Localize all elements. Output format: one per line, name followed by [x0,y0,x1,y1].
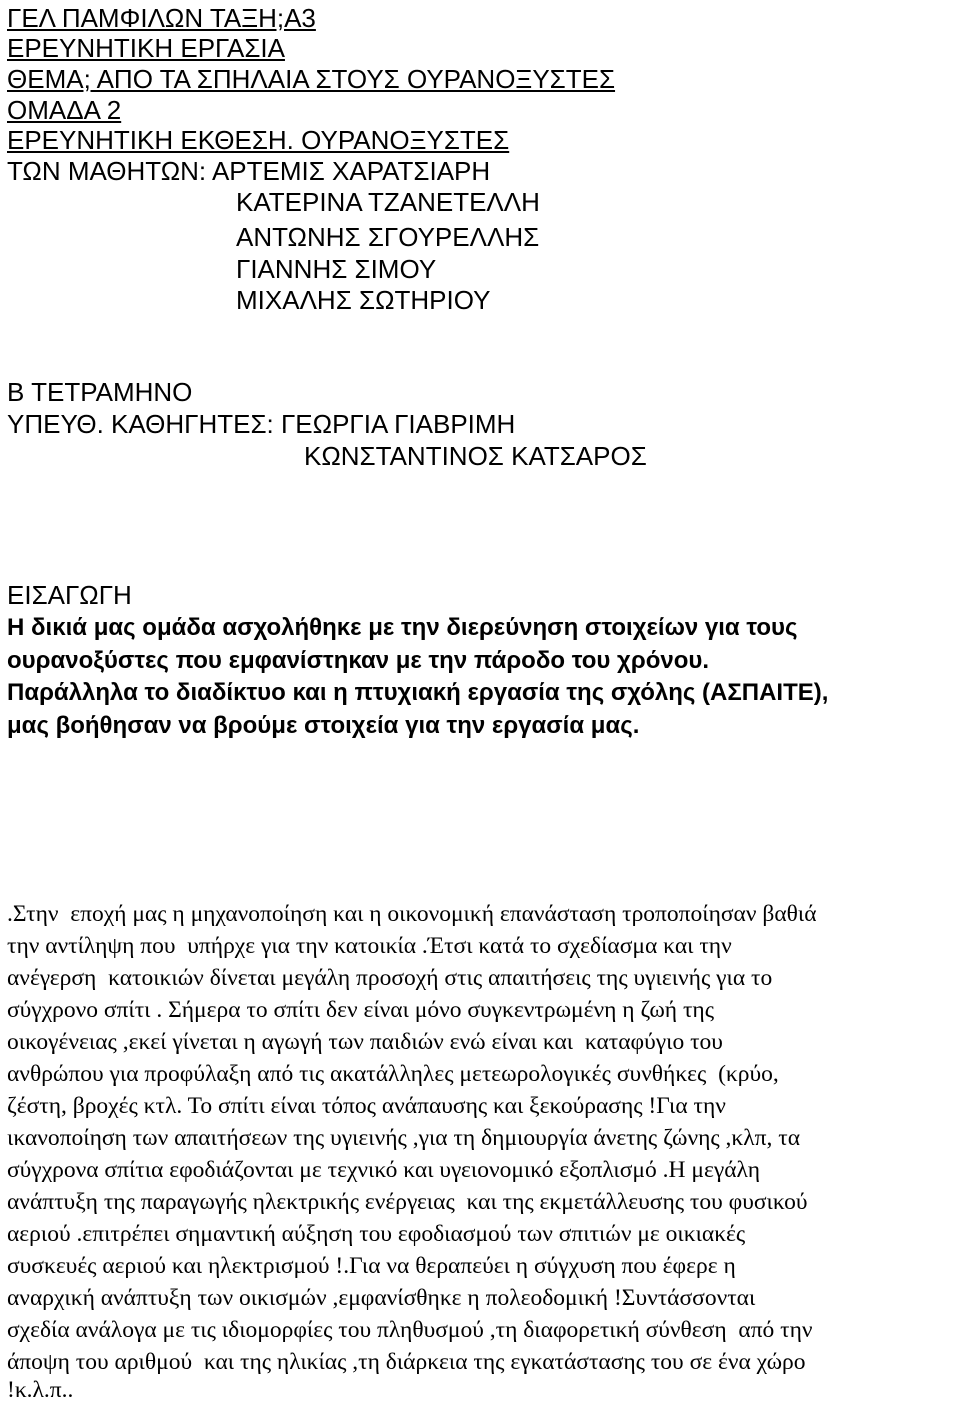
intro-line: Παράλληλα το διαδίκτυο και η πτυχιακή εργασία της σχόλης (ΑΣΠΑΙΤΕ), [7,679,829,706]
body-line: ζέστη, βροχές κτλ. Το σπίτι είναι τόπος ανάπαυσης και ξεκούρασης !Για την [7,1093,726,1119]
section-heading: ΕΙΣΑΓΩΓΗ [7,580,132,610]
body-line: .Στην εποχή μας η μηχανοποίηση και η οικονομική επανάσταση τροποποίησαν βαθιά [7,901,817,927]
body-line: σύγχρονα σπίτια εφοδιάζονται με τεχνικό και υγειονομικό εξοπλισμό .Η μεγάλη [7,1157,760,1183]
body-line: σύγχρονο σπίτι . Σήμερα το σπίτι δεν είναι μόνο συγκεντρωμένη η ζωή της [7,997,715,1023]
student-name: ΓΙΑΝΝΗΣ ΣΙΜΟΥ [236,254,437,284]
body-line: άποψη του αριθμού και της ηλικίας ,τη διάρκεια της εγκατάστασης του σε ένα χώρο [7,1349,806,1375]
report-title-line: ΕΡΕΥΝΗΤΙΚΗ ΕΚΘΕΣΗ. ΟΥΡΑΝΟΞΥΣΤΕΣ [7,125,510,155]
body-line: σχεδία ανάλογα με τις ιδιομορφίες του πληθυσμού ,τη διαφορετική σύνθεση από την [7,1317,813,1343]
body-line: ανθρώπου για προφύλαξη από τις ακατάλληλες μετεωρολογικές συνθήκες (κρύο, [7,1061,779,1087]
body-line: ανάπτυξη της παραγωγής ηλεκτρικής ενέργειας και της εκμετάλλευσης του φυσικού [7,1189,808,1215]
body-line: ανέγερση κατοικιών δίνεται μεγάλη προσοχή στις απαιτήσεις της υγιεινής για το [7,965,773,991]
student-name: ΜΙΧΑΛΗΣ ΣΩΤΗΡΙΟΥ [236,285,491,315]
intro-line: ουρανοξύστες που εμφανίστηκαν με την πάροδο του χρόνου. [7,647,710,674]
project-type-line: ΕΡΕΥΝΗΤΙΚΗ ΕΡΓΑΣΙΑ [7,33,285,63]
students-label-line: ΤΩΝ ΜΑΘΗΤΩΝ: ΑΡΤΕΜΙΣ ΧΑΡΑΤΣΙΑΡΗ [7,156,491,186]
body-line: ικανοποίηση των απαιτήσεων της υγιεινής ,για τη δημιουργία άνετης ζώνης ,κλπ, τα [7,1125,801,1151]
student-name: ΚΑΤΕΡΙΝΑ ΤΖΑΝΕΤΕΛΛΗ [236,187,540,217]
body-line: αναρχική ανάπτυξη των οικισμών ,εμφανίσθηκε η πολεοδομική !Συντάσσονται [7,1285,756,1311]
intro-line: Η δικιά μας ομάδα ασχολήθηκε με την διερεύνηση στοιχείων για τους [7,614,798,641]
term-line: Β ΤΕΤΡΑΜΗΝΟ [7,377,193,407]
group-line: ΟΜΑΔΑ 2 [7,95,122,125]
body-line: οικογένειας ,εκεί γίνεται η αγωγή των παιδιών ενώ είναι και καταφύγιο του [7,1029,723,1055]
body-line: συσκευές αεριού και ηλεκτρισμού !.Για να θεραπεύει η σύγχυση που έφερε η [7,1253,736,1279]
teacher-name: ΚΩΝΣΤΑΝΤΙΝΟΣ ΚΑΤΣΑΡΟΣ [304,441,647,471]
student-name: ΑΝΤΩΝΗΣ ΣΓΟΥΡΕΛΛΗΣ [236,222,540,252]
body-line: αεριού .επιτρέπει σημαντική αύξηση του εφοδιασμού των σπιτιών με οικιακές [7,1221,746,1247]
intro-line: μας βοήθησαν να βρούμε στοιχεία για την εργασία μας. [7,712,640,739]
body-line: την αντίληψη που υπήρχε για την κατοικία .Έτσι κατά το σχεδίασμα και την [7,933,732,959]
body-line: !κ.λ.π.. [7,1377,74,1403]
teachers-label-line: ΥΠΕΥΘ. ΚΑΘΗΓΗΤΕΣ: ΓΕΩΡΓΙΑ ΓΙΑΒΡΙΜΗ [7,409,516,439]
school-class-line: ΓΕΛ ΠΑΜΦΙΛΩΝ ΤΑΞΗ;Α3 [7,3,316,33]
topic-line: ΘΕΜΑ; ΑΠΟ ΤΑ ΣΠΗΛΑΙΑ ΣΤΟΥΣ ΟΥΡΑΝΟΞΥΣΤΕΣ [7,64,616,94]
